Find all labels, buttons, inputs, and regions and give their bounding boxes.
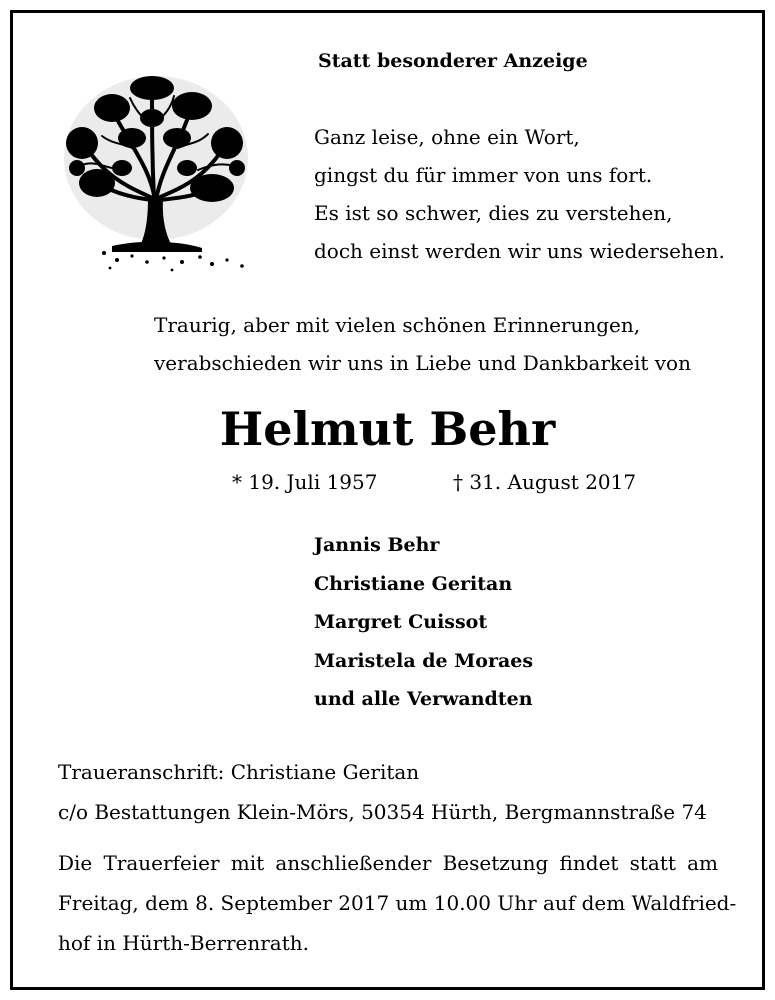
intro-text: [154, 306, 691, 382]
address-line: c/o Bestattungen Klein-Mörs, 50354 Hürth, Bergmannstraße 74: [58, 800, 707, 824]
address-line: Traueranschrift: Christiane Geritan: [58, 760, 420, 784]
poem: [314, 118, 725, 270]
poem-line: Es ist so schwer, dies zu verstehen,: [314, 201, 673, 225]
mourners-list: [314, 526, 533, 719]
service-line: Freitag, dem 8. September 2017 um 10.00 Uhr auf dem Waldfried-: [58, 891, 737, 915]
service-line: Die Trauerfeier mit anschließender Besetzung findet statt am: [58, 851, 718, 875]
mourner-name: und alle Verwandten: [314, 688, 533, 710]
mourner-name: Christiane Geritan: [314, 572, 513, 595]
mourner-name: Maristela de Moraes: [314, 649, 534, 672]
mourning-address: [58, 752, 707, 832]
birth-date: * 19. Juli 1957: [232, 470, 378, 494]
poem-line: gingst du für immer von uns fort.: [314, 163, 653, 187]
intro-line: verabschieden wir uns in Liebe und Dankbarkeit von: [154, 351, 691, 375]
notice-heading: Statt besonderer Anzeige: [318, 50, 588, 72]
poem-line: Ganz leise, ohne ein Wort,: [314, 125, 580, 149]
mourner-name: Jannis Behr: [314, 534, 440, 556]
funeral-service-info: [58, 843, 737, 963]
poem-line: doch einst werden wir uns wiedersehen.: [314, 239, 725, 263]
tree-icon: [52, 48, 252, 278]
intro-line: Traurig, aber mit vielen schönen Erinnerungen,: [154, 313, 641, 337]
death-date: † 31. August 2017: [453, 470, 637, 494]
service-line: hof in Hürth-Berrenrath.: [58, 931, 310, 955]
deceased-name: Helmut Behr: [219, 402, 556, 456]
mourner-name: Margret Cuissot: [314, 611, 488, 633]
